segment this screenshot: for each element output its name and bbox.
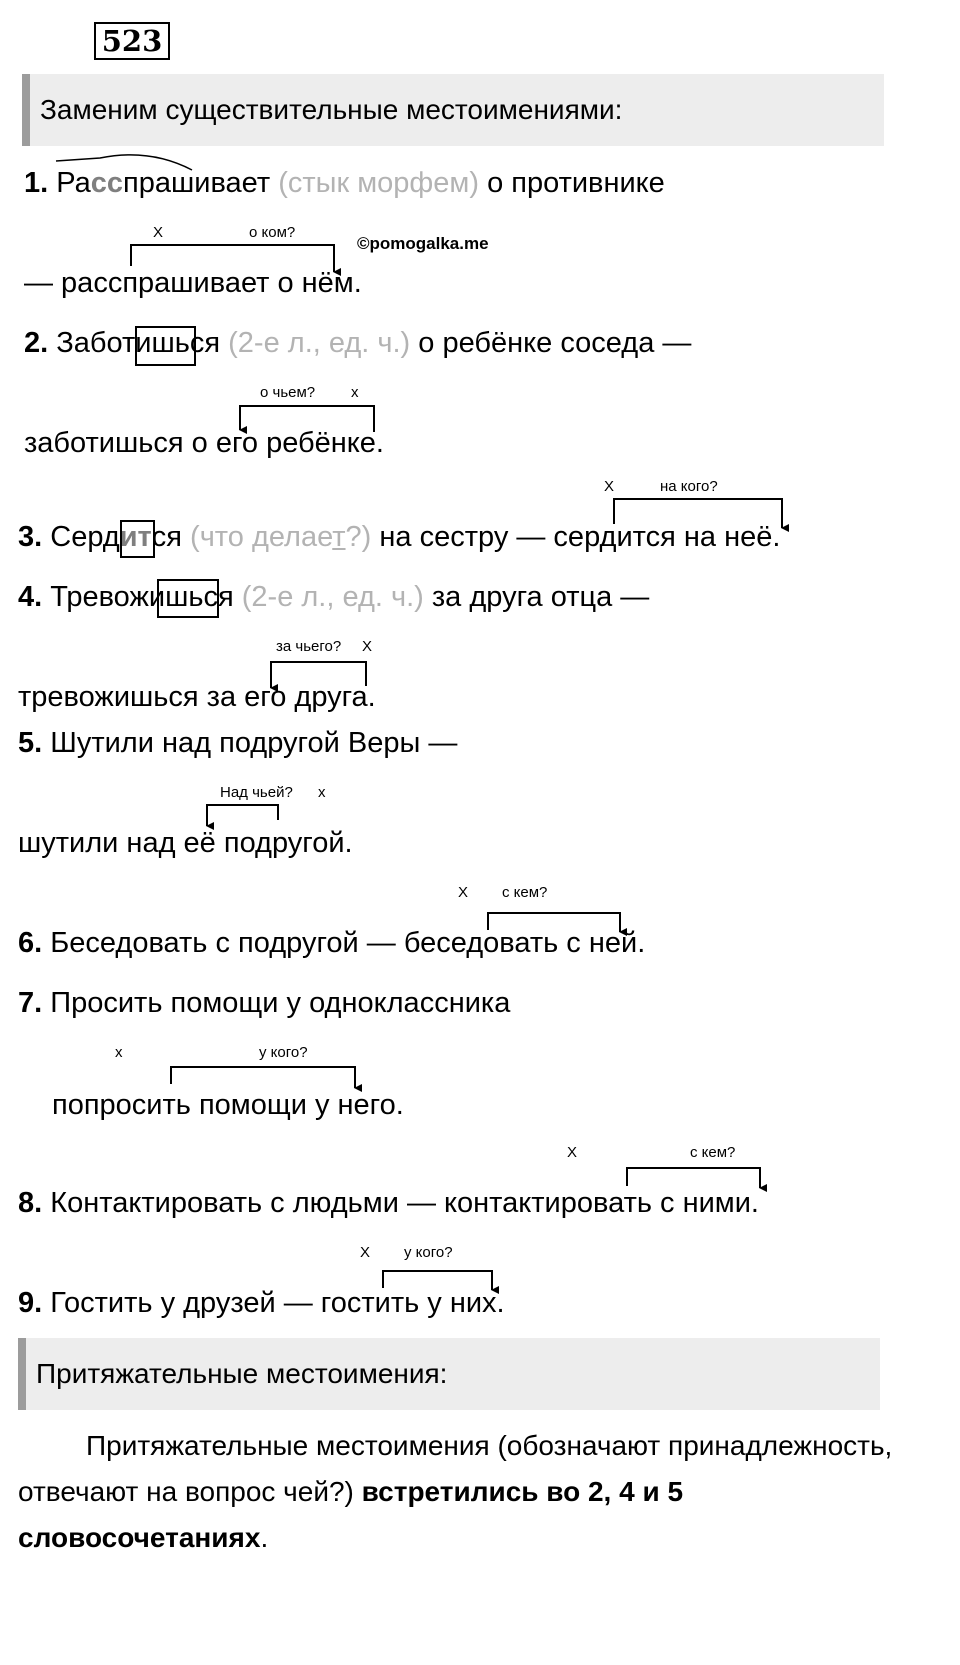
word: Сердится — [50, 521, 182, 553]
phrase-rest: о ребёнке соседа — — [418, 327, 692, 359]
item-1-line-2: — расспрашивает о нём. — [24, 267, 362, 299]
item-number: 7. — [18, 987, 43, 1019]
label-x: X — [458, 884, 469, 901]
link-7 — [171, 1067, 355, 1088]
word: Заботишься — [56, 327, 221, 359]
item-number: 2. — [24, 327, 49, 359]
section-header-nouns — [22, 74, 884, 146]
phrase-rest: о противнике — [487, 167, 665, 199]
conclusion-paragraph: Притяжательные местоимения (обозначают принадлежность, отвечают на вопрос чей?) встретились во 2, 4 и 5 словосочетаниях. — [18, 1430, 893, 1553]
item-4-line-1 — [18, 580, 649, 614]
label-question: у кого? — [259, 1044, 308, 1061]
phrase-rest: за друга отца — — [431, 581, 650, 613]
item-number: 5. — [18, 727, 43, 759]
label-question: Над чьей? — [220, 784, 293, 801]
item-7-line-1 — [18, 986, 510, 1020]
item-5-line-2: шутили над её подругой. — [18, 827, 353, 859]
watermark: ©pomogalka.me — [357, 234, 489, 253]
word: Расспрашивает — [56, 167, 271, 199]
label-question: за чьего? — [276, 638, 342, 655]
item-2-line-1 — [24, 326, 691, 360]
item-number: 4. — [18, 581, 43, 613]
phrase: Гостить у друзей — гостить у них. — [50, 1287, 505, 1319]
item-2-line-2: заботишься о его ребёнке. — [24, 427, 384, 459]
grammar-note: (что делает?) — [190, 521, 372, 553]
label-x: x — [115, 1044, 123, 1061]
label-x: X — [360, 1244, 371, 1261]
phrase: Просить помощи у одноклассника — [50, 987, 511, 1019]
label-question: о ком? — [249, 224, 296, 241]
item-1-line-1 — [24, 166, 665, 200]
grammar-note: (2-е л., ед. ч.) — [228, 327, 411, 359]
item-5-line-1 — [18, 726, 457, 760]
phrase: Контактировать с людьми — контактировать с ними. — [50, 1187, 759, 1219]
label-question: с кем? — [502, 884, 548, 901]
section-title: Заменим существительные местоимениями: — [40, 94, 623, 125]
section-title: Притяжательные местоимения: — [36, 1358, 448, 1389]
item-8-line-1 — [18, 1186, 759, 1220]
item-7-line-2: попросить помощи у него. — [52, 1089, 404, 1121]
item-number: 3. — [18, 521, 43, 553]
label-x: x — [318, 784, 326, 801]
label-x: X — [567, 1144, 578, 1161]
link-8 — [627, 1168, 760, 1188]
item-6-line-1 — [18, 926, 645, 960]
label-x: X — [362, 638, 373, 655]
grammar-note: (стык морфем) — [278, 167, 479, 199]
label-question: на кого? — [660, 478, 718, 495]
phrase-rest: на сестру — сердится на неё. — [379, 521, 781, 553]
section-header-possessive — [18, 1338, 880, 1410]
label-x: X — [604, 478, 615, 495]
label-x: x — [351, 384, 359, 401]
label-question: у кого? — [404, 1244, 453, 1261]
exercise-number: 523 — [94, 22, 170, 60]
label-question: о чьем? — [260, 384, 316, 401]
phrase: Шутили над подругой Веры — — [50, 727, 458, 759]
item-3-line-1 — [18, 520, 780, 554]
link-5 — [207, 805, 278, 826]
item-9-line-1 — [18, 1286, 505, 1320]
item-number: 8. — [18, 1187, 43, 1219]
item-number: 9. — [18, 1287, 43, 1319]
label-x: X — [153, 224, 164, 241]
item-4-line-2: тревожишься за его друга. — [18, 681, 376, 713]
phrase: Беседовать с подругой — беседовать с ней. — [50, 927, 646, 959]
item-number: 6. — [18, 927, 43, 959]
item-number: 1. — [24, 167, 49, 199]
grammar-note: (2-е л., ед. ч.) — [241, 581, 424, 613]
label-question: с кем? — [690, 1144, 736, 1161]
word: Тревожишься — [50, 581, 234, 613]
